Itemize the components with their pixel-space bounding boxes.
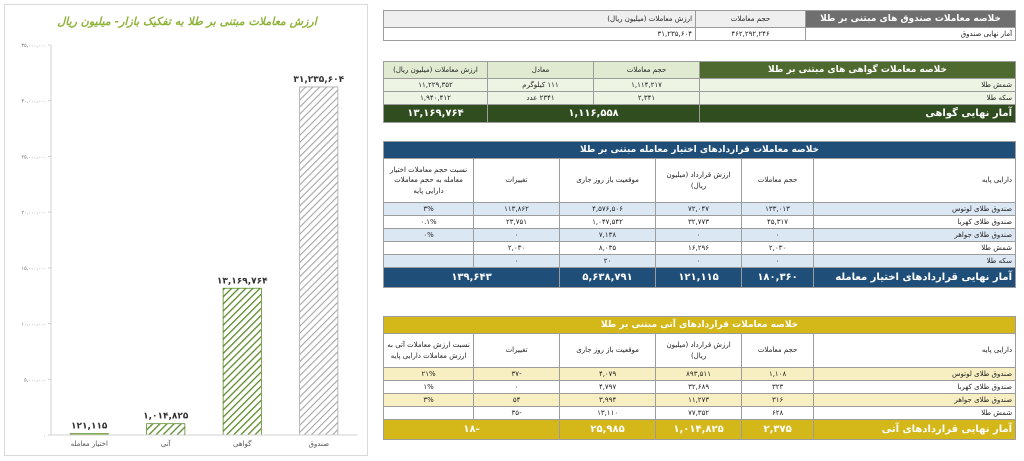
cert-total-value: ۱۳,۱۶۹,۷۶۴ — [384, 105, 488, 123]
futures-change: ۵۴ — [474, 394, 560, 407]
options-open: ۲۰ — [560, 255, 656, 268]
funds-title: خلاصه معاملات صندوق های مبتنی بر طلا — [806, 11, 1016, 28]
futures-title: خلاصه معاملات قراردادهای آتی مبتنی بر طلا — [384, 317, 1016, 334]
options-value: ۱۶,۲۹۶ — [656, 242, 742, 255]
cert-row-equivalent: ۲۳۴۱ عدد — [488, 92, 594, 105]
options-ratio: ۳% — [384, 203, 474, 216]
funds-col-value: ارزش معاملات (میلیون ریال) — [384, 11, 696, 28]
x-tick-label: آتی — [160, 440, 171, 448]
bar-data-label: ۱۲۱,۱۱۵ — [71, 421, 108, 432]
y-tick-label: ۰ — [43, 433, 46, 439]
futures-ratio: ۱% — [384, 381, 474, 394]
futures-change: ۰ — [474, 381, 560, 394]
futures-asset: شمش طلا — [814, 407, 1016, 420]
options-volume: ۴۵,۳۱۷ — [742, 216, 814, 229]
options-open: ۱,۰۴۷,۵۴۲ — [560, 216, 656, 229]
options-asset: صندوق طلای جواهر — [814, 229, 1016, 242]
futures-total-volume: ۲,۳۷۵ — [742, 420, 814, 440]
futures-summary-table — [383, 316, 1016, 440]
funds-row-label: آمار نهایی صندوق — [806, 28, 1016, 41]
options-value: ۰ — [656, 255, 742, 268]
x-axis — [51, 435, 357, 448]
funds-col-volume: حجم معاملات — [696, 11, 806, 28]
options-header: تغییرات — [474, 159, 560, 203]
futures-header: دارایی پایه — [814, 334, 1016, 368]
futures-total-open: ۲۵,۹۸۵ — [560, 420, 656, 440]
options-header: حجم معاملات — [742, 159, 814, 203]
y-tick-label: ۳۰,۰۰۰,۰۰۰ — [21, 98, 46, 105]
y-tick-label: ۵,۰۰۰,۰۰۰ — [24, 377, 46, 384]
bar-data-label: ۳۱,۲۳۵,۶۰۴ — [293, 74, 345, 85]
y-tick-label: ۲۵,۰۰۰,۰۰۰ — [21, 154, 46, 161]
options-ratio — [384, 242, 474, 255]
options-total-value: ۱۲۱,۱۱۵ — [656, 268, 742, 288]
options-header: دارایی پایه — [814, 159, 1016, 203]
futures-value: ۱۱,۲۷۳ — [656, 394, 742, 407]
bar-chart — [5, 5, 369, 457]
funds-volume: ۴۶۲,۲۹۲,۲۴۶ — [696, 28, 806, 41]
futures-header: نسبت ارزش معاملات آتی به ارزش معاملات دارایی پایه — [384, 334, 474, 368]
options-asset: سکه طلا — [814, 255, 1016, 268]
cert-row-label: سکه طلا — [700, 92, 1016, 105]
options-volume: ۲,۰۳۰ — [742, 242, 814, 255]
chart-panel — [4, 4, 368, 456]
futures-ratio: ۲۱% — [384, 368, 474, 381]
certificates-summary-table — [383, 61, 1016, 123]
options-total-label: آمار نهایی قراردادهای اختیار معامله — [814, 268, 1016, 288]
bar-data-label: ۱,۰۱۴,۸۲۵ — [143, 411, 189, 422]
futures-asset: صندوق طلای کهربا — [814, 381, 1016, 394]
options-change: ۰ — [474, 229, 560, 242]
options-change: ۰ — [474, 255, 560, 268]
y-tick-label: ۳۵,۰۰۰,۰۰۰ — [21, 43, 46, 49]
options-summary-table — [383, 141, 1016, 288]
futures-open: ۳,۹۹۴ — [560, 394, 656, 407]
futures-header: موقعیت باز روز جاری — [560, 334, 656, 368]
futures-value: ۳۲,۶۸۹ — [656, 381, 742, 394]
bar — [300, 87, 338, 435]
chart-title: ارزش معاملات مبتنی بر طلا به تفکیک بازار- میلیون ریال — [57, 15, 317, 28]
options-volume: ۰ — [742, 255, 814, 268]
options-asset: شمش طلا — [814, 242, 1016, 255]
futures-ratio — [384, 407, 474, 420]
cert-total-label: آمار نهایی گواهی — [700, 105, 1016, 123]
x-tick-label: گواهی — [233, 440, 252, 448]
cert-row-label: شمش طلا — [700, 79, 1016, 92]
futures-change: -۳۷ — [474, 368, 560, 381]
cert-total-volume: ۱,۱۱۶,۵۵۸ — [488, 105, 700, 123]
certificates-col-equivalent: معادل — [488, 62, 594, 79]
options-title: خلاصه معاملات قراردادهای اختیار معامله مبتنی بر طلا — [384, 142, 1016, 159]
options-open: ۴,۵۷۶,۵۰۶ — [560, 203, 656, 216]
futures-volume: ۳۲۳ — [742, 381, 814, 394]
options-value: ۰ — [656, 229, 742, 242]
futures-ratio: ۳% — [384, 394, 474, 407]
options-ratio: ۰% — [384, 229, 474, 242]
cert-row-value: ۱۱,۲۲۹,۳۵۲ — [384, 79, 488, 92]
futures-open: ۱۳,۱۱۰ — [560, 407, 656, 420]
futures-header: ارزش قرارداد (میلیون ریال) — [656, 334, 742, 368]
options-header: موقعیت باز روز جاری — [560, 159, 656, 203]
certificates-col-volume: حجم معاملات — [594, 62, 700, 79]
futures-value: ۷۷,۳۵۲ — [656, 407, 742, 420]
options-open: ۸,۰۳۵ — [560, 242, 656, 255]
futures-volume: ۱,۱۰۸ — [742, 368, 814, 381]
futures-total-value: ۱,۰۱۴,۸۲۵ — [656, 420, 742, 440]
options-header: ارزش قرارداد (میلیون ریال) — [656, 159, 742, 203]
bar — [147, 424, 185, 435]
bar — [223, 288, 261, 435]
options-asset: صندوق طلای لوتوس — [814, 203, 1016, 216]
y-tick-label: ۱۰,۰۰۰,۰۰۰ — [21, 321, 46, 328]
y-axis — [21, 43, 51, 439]
options-open: ۷,۱۳۸ — [560, 229, 656, 242]
options-value: ۳۲,۷۷۳ — [656, 216, 742, 229]
options-total-open: ۵,۶۳۸,۷۹۱ — [560, 268, 656, 288]
x-tick-label: صندوق — [308, 440, 330, 448]
bars — [70, 75, 345, 435]
cert-row-value: ۱,۹۴۰,۴۱۲ — [384, 92, 488, 105]
certificates-col-value: ارزش معاملات (میلیون ریال) — [384, 62, 488, 79]
futures-volume: ۳۱۶ — [742, 394, 814, 407]
futures-asset: صندوق طلای لوتوس — [814, 368, 1016, 381]
futures-header: حجم معاملات — [742, 334, 814, 368]
y-tick-label: ۲۰,۰۰۰,۰۰۰ — [21, 210, 46, 217]
options-change: ۲,۰۳۰ — [474, 242, 560, 255]
certificates-title: خلاصه معاملات گواهی های مبتنی بر طلا — [700, 62, 1016, 79]
bar-data-label: ۱۳,۱۶۹,۷۶۴ — [216, 276, 268, 287]
options-total-change: ۱۳۹,۶۴۳ — [384, 268, 560, 288]
futures-open: ۴,۰۷۹ — [560, 368, 656, 381]
options-change: ۱۱۳,۸۶۲ — [474, 203, 560, 216]
futures-change: -۳۵ — [474, 407, 560, 420]
options-total-volume: ۱۸۰,۳۶۰ — [742, 268, 814, 288]
futures-total-label: آمار نهایی قراردادهای آتی — [814, 420, 1016, 440]
futures-header: تغییرات — [474, 334, 560, 368]
options-header: نسبت حجم معاملات اختیار معامله به حجم معاملات دارایی پایه — [384, 159, 474, 203]
futures-total-change: -۱۸ — [384, 420, 560, 440]
x-tick-label: اختیار معامله — [70, 440, 108, 448]
funds-value: ۳۱,۲۳۵,۶۰۴ — [384, 28, 696, 41]
options-asset: صندوق طلای کهربا — [814, 216, 1016, 229]
cert-row-volume: ۱,۱۱۴,۲۱۷ — [594, 79, 700, 92]
options-ratio — [384, 255, 474, 268]
cert-row-volume: ۲,۳۴۱ — [594, 92, 700, 105]
futures-volume: ۶۲۸ — [742, 407, 814, 420]
options-change: ۲۳,۷۵۱ — [474, 216, 560, 229]
y-tick-label: ۱۵,۰۰۰,۰۰۰ — [21, 265, 46, 272]
options-value: ۷۲,۰۴۷ — [656, 203, 742, 216]
futures-open: ۴,۷۹۷ — [560, 381, 656, 394]
futures-value: ۸۹۳,۵۱۱ — [656, 368, 742, 381]
futures-asset: صندوق طلای جواهر — [814, 394, 1016, 407]
funds-summary-table — [383, 10, 1016, 41]
options-volume: ۱۳۳,۰۱۳ — [742, 203, 814, 216]
options-ratio: ۰.۱% — [384, 216, 474, 229]
cert-row-equivalent: ۱۱۱ کیلوگرم — [488, 79, 594, 92]
options-volume: ۰ — [742, 229, 814, 242]
